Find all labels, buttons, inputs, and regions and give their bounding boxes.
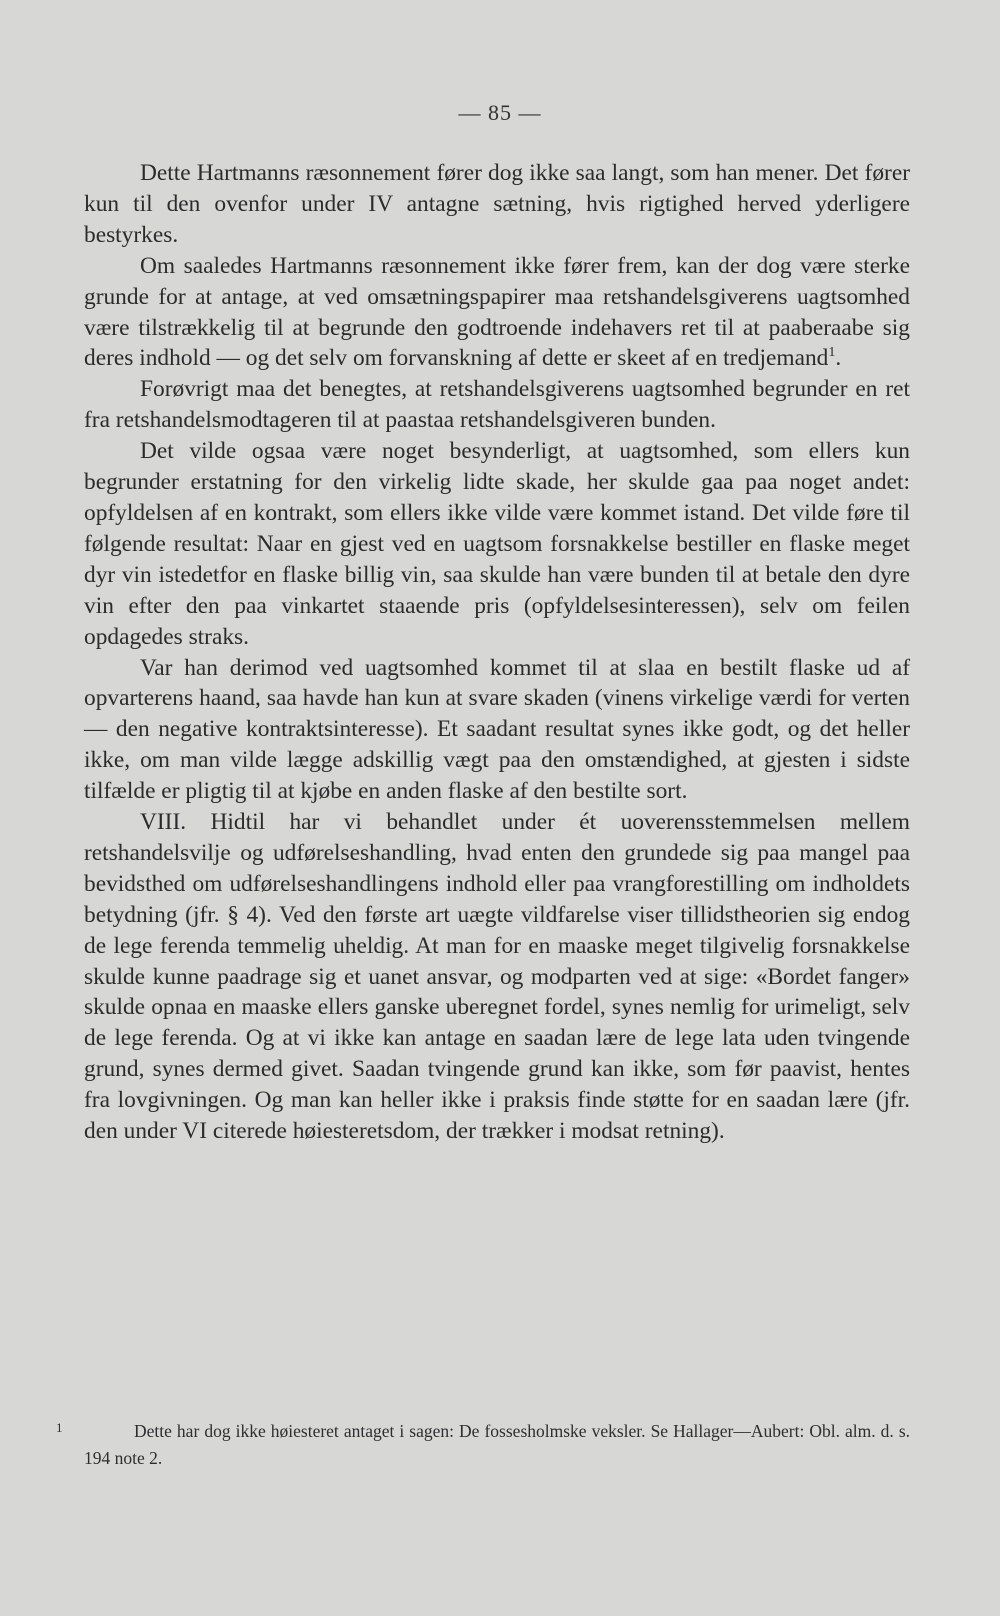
paragraph-2: [84, 251, 910, 375]
footnote-number: 1: [56, 1420, 63, 1435]
footnote-text: Dette har dog ikke høiesteret antaget i sagen: De fossesholmske veksler. Se Hallager—Aubert: Obl. alm. d. s. 194 note 2.: [84, 1421, 910, 1468]
paragraph-2-text: Om saaledes Hartmanns ræsonnement ikke fører frem, kan der dog være sterke grunde for at antage, at ved omsætningspapirer maa retshandelsgiverens uagtsomhed være tilstrækkelig til at begrunde den godtroende indehavers ret til at paaberaabe sig deres indhold — og det selv om forvanskning af dette er skeet af en tredjemand: [84, 252, 910, 372]
paragraph-5: Var han derimod ved uagtsomhed kommet til at slaa en bestilt flaske ud af opvarterens haand, saa havde han kun at svare skaden (vinens virkelige værdi for verten — den negative kontraktsinteresse). Et saadant resultat synes ikke godt, og det heller ikke, om man vilde lægge adskillig vægt paa den omstændighed, at gjesten i sidste tilfælde er pligtig til at kjøbe en anden flaske af den bestilte sort.: [84, 654, 910, 805]
paragraph-2-end: .: [835, 345, 842, 372]
footnote: [56, 1418, 910, 1472]
paragraph-6: VIII. Hidtil har vi behandlet under ét uoverensstemmelsen mellem retshandelsvilje og udførelseshandling, hvad enten den grundede sig paa mangel paa bevidsthed om udførelseshandlingens indhold eller paa vrangforestilling om indholdets betydning (jfr. § 4). Ved den første art uægte vildfarelse viser tillidstheorien sig endog de lege ferenda temmelig uheldig. At man for en maaske meget tilgivelig forsnakkelse skulde kunne paadrage sig et uanet ansvar, og modparten ved at sige: «Bordet fanger» skulde opnaa en maaske ellers ganske uberegnet fordel, synes nemlig for urimeligt, selv de lege ferenda. Og at vi ikke kan antage en saadan lære de lege lata uden tvingende grund, synes dermed givet. Saadan tvingende grund kan ikke, som før paavist, hentes fra lovgivningen. Og man kan heller ikke i praksis finde støtte for en saadan lære (jfr. den under VI citerede høiesteretsdom, der trækker i modsat retning).: [84, 809, 910, 1145]
paragraph-1: Dette Hartmanns ræsonnement fører dog ikke saa langt, som han mener. Det fører kun til den ovenfor under IV antagne sætning, hvis rigtighed herved yderligere bestyrkes.: [84, 160, 910, 248]
body-text: [84, 158, 910, 1147]
page-number: — 85 —: [458, 100, 542, 125]
footnote-marker[interactable]: 1: [828, 345, 836, 361]
paragraph-3: Forøvrigt maa det benegtes, at retshandelsgiverens uagtsomhed begrunder en ret fra retshandelsmodtageren til at paastaa retshandelsgiveren bunden.: [84, 376, 910, 434]
footnote-area: [56, 1418, 910, 1472]
paragraph-4: Det vilde ogsaa være noget besynderligt, at uagtsomhed, som ellers kun begrunder erstatning for den virkelig lidte skade, her skulde gaa paa noget andet: opfyldelsen af en kontrakt, som ellers ikke vilde være kommet istand. Det vilde føre til følgende resultat: Naar en gjest ved en uagtsom forsnakkelse bestiller en flaske meget dyr vin istedetfor en flaske billig vin, saa skulde han være bunden til at betale den dyre vin efter den paa vinkartet staaende pris (opfyldelsesinteressen), selv om feilen opdagedes straks.: [84, 438, 910, 650]
